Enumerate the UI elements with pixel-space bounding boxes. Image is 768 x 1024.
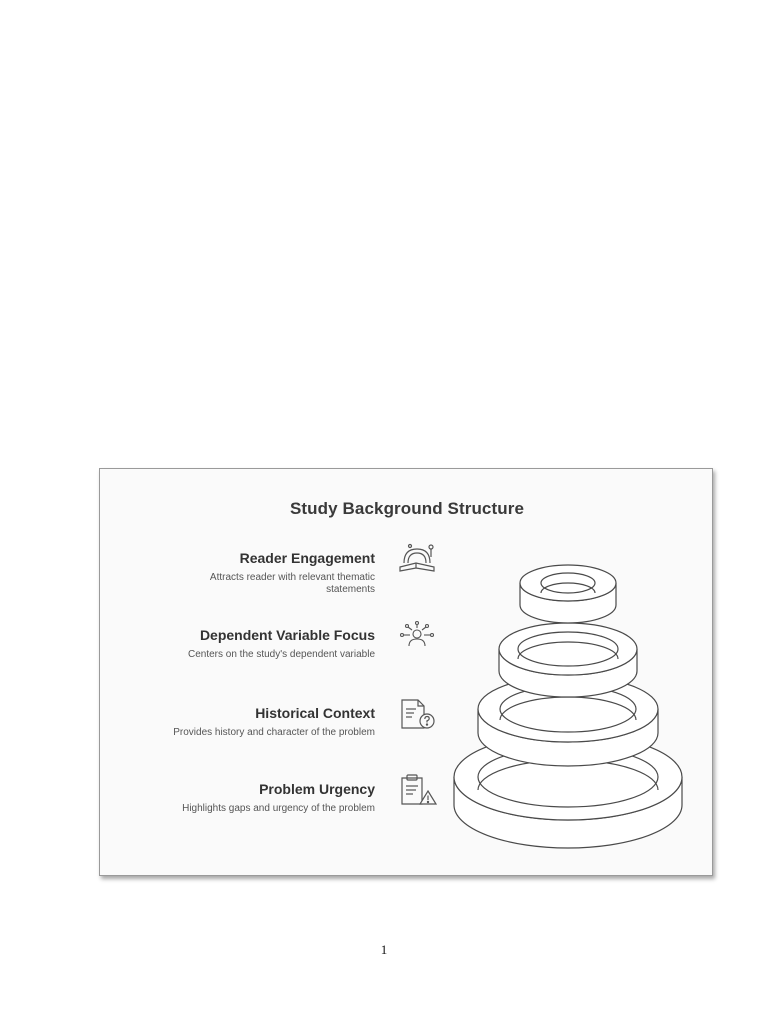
document-question-icon xyxy=(396,697,440,731)
step-title: Dependent Variable Focus xyxy=(199,627,375,643)
step-dependent-variable-focus xyxy=(105,627,375,661)
step-historical-context xyxy=(105,705,375,739)
step-description: Centers on the study's dependent variable xyxy=(187,649,375,660)
stacked-rings-illustration xyxy=(450,549,690,849)
step-reader-engagement xyxy=(105,550,375,596)
ring-tier xyxy=(520,565,616,623)
step-title: Problem Urgency xyxy=(259,781,375,797)
step-title: Reader Engagement xyxy=(239,550,375,566)
ring-tier xyxy=(499,623,637,697)
diagram-title: Study Background Structure xyxy=(289,499,525,518)
step-description: Highlights gaps and urgency of the problem xyxy=(182,803,375,814)
diagram-card xyxy=(99,468,713,876)
step-description: Provides history and character of the problem xyxy=(173,727,375,738)
step-description: Attracts reader with relevant thematic statements xyxy=(209,572,375,595)
step-problem-urgency xyxy=(105,781,375,815)
reader-engagement-icon xyxy=(396,541,440,575)
page-number: 1 xyxy=(380,942,388,957)
clipboard-warning-icon xyxy=(396,773,440,807)
dependent-variable-icon xyxy=(396,619,440,653)
step-title: Historical Context xyxy=(255,705,375,721)
